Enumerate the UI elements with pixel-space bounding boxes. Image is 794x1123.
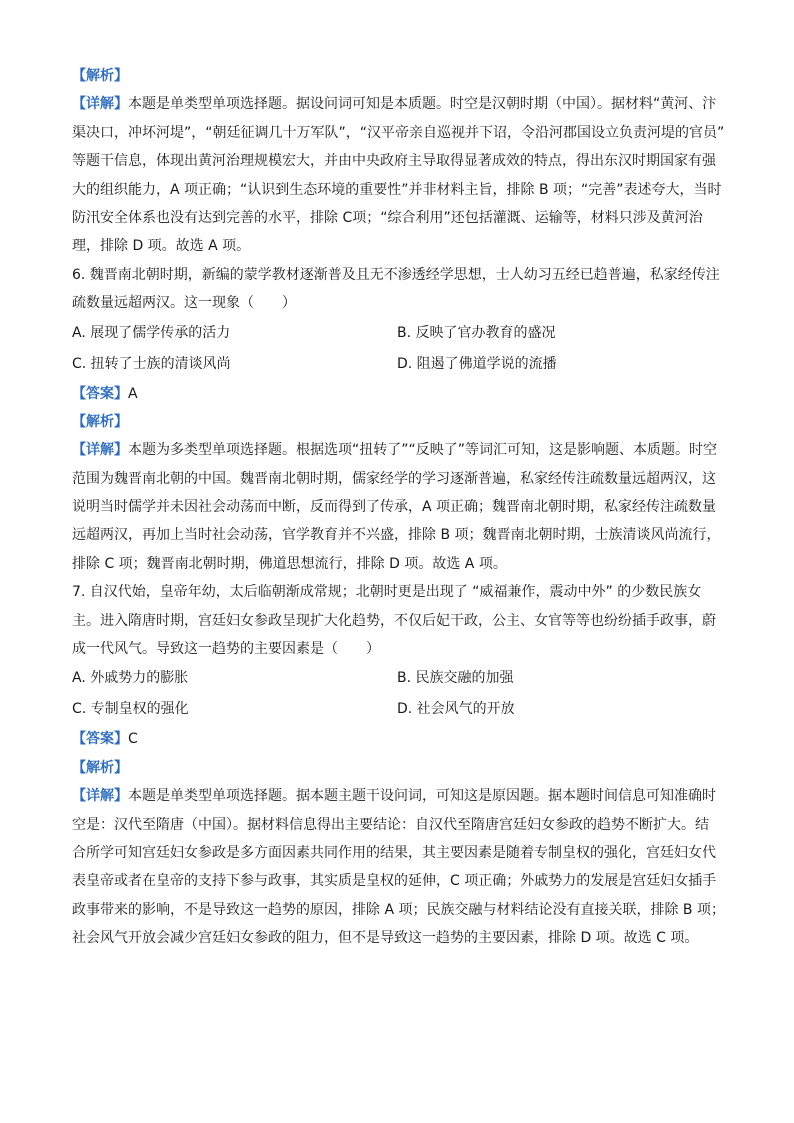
- q5-detail-line: 等题干信息，体现出黄河治理规模宏大，并由中央政府主导取得显著成效的特点，得出东汉时期国家有强: [72, 153, 716, 170]
- q6-detail-line: 说明当时儒学并未因社会动荡而中断，反而得到了传承，A 项正确；魏晋南北朝时期，私家经传注疏数量: [72, 499, 717, 516]
- q6-detail-line: [72, 436, 724, 464]
- answer-label: 【答案】: [72, 731, 128, 748]
- q7-option-d: D. 社会风气的开放: [397, 701, 515, 718]
- q7-analysis-heading: [72, 754, 724, 782]
- q6-analysis-heading: [72, 408, 724, 436]
- q5-detail-line: 防汛安全体系也没有达到完善的水平，排除 C项；“综合利用”还包括灌溉、运输等，材料只涉及黄河治: [72, 209, 703, 226]
- q7-options-row: [72, 694, 724, 725]
- q7-detail-line: 空是：汉代至隋唐（中国）。据材料信息得出主要结论：自汉代至隋唐宫廷妇女参政的趋势不断扩大。结: [72, 816, 709, 833]
- q7-detail-line: 社会风气开放会减少宫廷妇女参政的阻力，但不是导致这一趋势的主要因素，排除 D 项。故选 C 项。: [72, 930, 699, 947]
- q6-detail-line: 范围为魏晋南北朝的中国。魏晋南北朝时期，儒家经学的学习逐渐普遍，私家经传注疏数量远超两汉，这: [72, 470, 716, 487]
- q6-option-d: D. 阻遏了佛道学说的流播: [397, 355, 557, 372]
- q6-options-row: [72, 349, 724, 380]
- detail-label: 【详解】: [72, 442, 128, 459]
- q5-analysis-heading: [72, 62, 724, 90]
- q7-answer: [72, 725, 724, 753]
- analysis-label: 【解析】: [72, 413, 128, 430]
- q5-detail-line: 大的组织能力，A 项正确；“认识到生态环境的重要性”并非材料主旨，排除 B 项；“完善”表述夸大，当时: [72, 181, 722, 198]
- q6-detail-line: 排除 C 项；魏晋南北朝时期，佛道思想流行，排除 D 项。故选 A 项。: [72, 555, 507, 572]
- q7-option-a: A. 外戚势力的膨胀: [72, 670, 189, 687]
- answer-label: 【答案】: [72, 385, 128, 402]
- q7-detail-line: [72, 782, 724, 810]
- q5-detail-line: 理，排除 D 项。故选 A 项。: [72, 238, 251, 255]
- q6-stem-line: 6. 魏晋南北朝时期，新编的蒙学教材逐渐普及且无不渗透经学思想，士人幼习五经已趋普遍，私家经传注: [72, 266, 720, 283]
- q5-detail-line: [72, 90, 724, 118]
- q6-option-b: B. 反映了官办教育的盛况: [397, 324, 556, 341]
- q5-detail-line: 渠决口，冲坏河堤”，“朝廷征调几十万军队”，“汉平帝亲自巡视并下诏，令沿河郡国设立负责河堤的官员”: [72, 124, 725, 141]
- analysis-label: 【解析】: [72, 68, 128, 84]
- detail-label: 【详解】: [72, 788, 128, 805]
- q7-detail-text: 本题是单类型单项选择题。据本题主题干设问词，可知这是原因题。据本题时间信息可知准确时: [128, 788, 716, 805]
- q7-stem-line: 主。进入隋唐时期，宫廷妇女参政呈现扩大化趋势，不仅后妃干政，公主、女官等等也纷纷插手政事，蔚: [72, 612, 716, 629]
- q7-option-b: B. 民族交融的加强: [397, 670, 514, 687]
- document-page: [72, 62, 724, 953]
- q6-options-row: [72, 318, 724, 349]
- q6-answer: [72, 380, 724, 408]
- q7-detail-line: 合所学可知宫廷妇女参政是多方面因素共同作用的结果，其主要因素是随着专制皇权的强化，宫廷妇女代: [72, 844, 716, 861]
- q6-option-a: A. 展现了儒学传承的活力: [72, 324, 231, 341]
- q7-detail-line: 表皇帝或者在皇帝的支持下参与政事，其实质是皇权的延伸，C 项正确；外戚势力的发展是宫廷妇女插手: [72, 873, 717, 890]
- q6-detail-text: 本题为多类型单项选择题。根据选项“扭转了”“反映了”等词汇可知，这是影响题、本质题。时空: [128, 442, 718, 459]
- q7-detail-line: 政事带来的影响，不是导致这一趋势的原因，排除 A 项；民族交融与材料结论没有直接关联，排除 B 项；: [72, 901, 725, 918]
- q6-option-c: C. 扭转了士族的清谈风尚: [72, 355, 231, 372]
- analysis-label: 【解析】: [72, 759, 128, 776]
- q6-answer-value: A: [128, 385, 138, 402]
- q6-detail-line: 远超两汉，再加上当时社会动荡，官学教育并不兴盛，排除 B 项；魏晋南北朝时期，士族清谈风尚流行，: [72, 527, 721, 544]
- q7-stem-line: 成一代风气。导致这一趋势的主要因素是（ ）: [72, 641, 380, 658]
- detail-label: 【详解】: [72, 96, 128, 113]
- q7-answer-value: C: [128, 731, 138, 748]
- q7-options-row: [72, 663, 724, 694]
- q7-stem-line: 7. 自汉代始，皇帝年幼，太后临朝渐成常规；北朝时更是出现了 “威福兼作，震动中外” 的少数民族女: [72, 584, 702, 601]
- q5-detail-text: 本题是单类型单项选择题。据设问词可知是本质题。时空是汉朝时期（中国）。据材料“黄河、汴: [128, 96, 717, 113]
- q7-option-c: C. 专制皇权的强化: [72, 701, 189, 718]
- q6-stem-line: 疏数量远超两汉。这一现象（ ）: [72, 295, 296, 312]
